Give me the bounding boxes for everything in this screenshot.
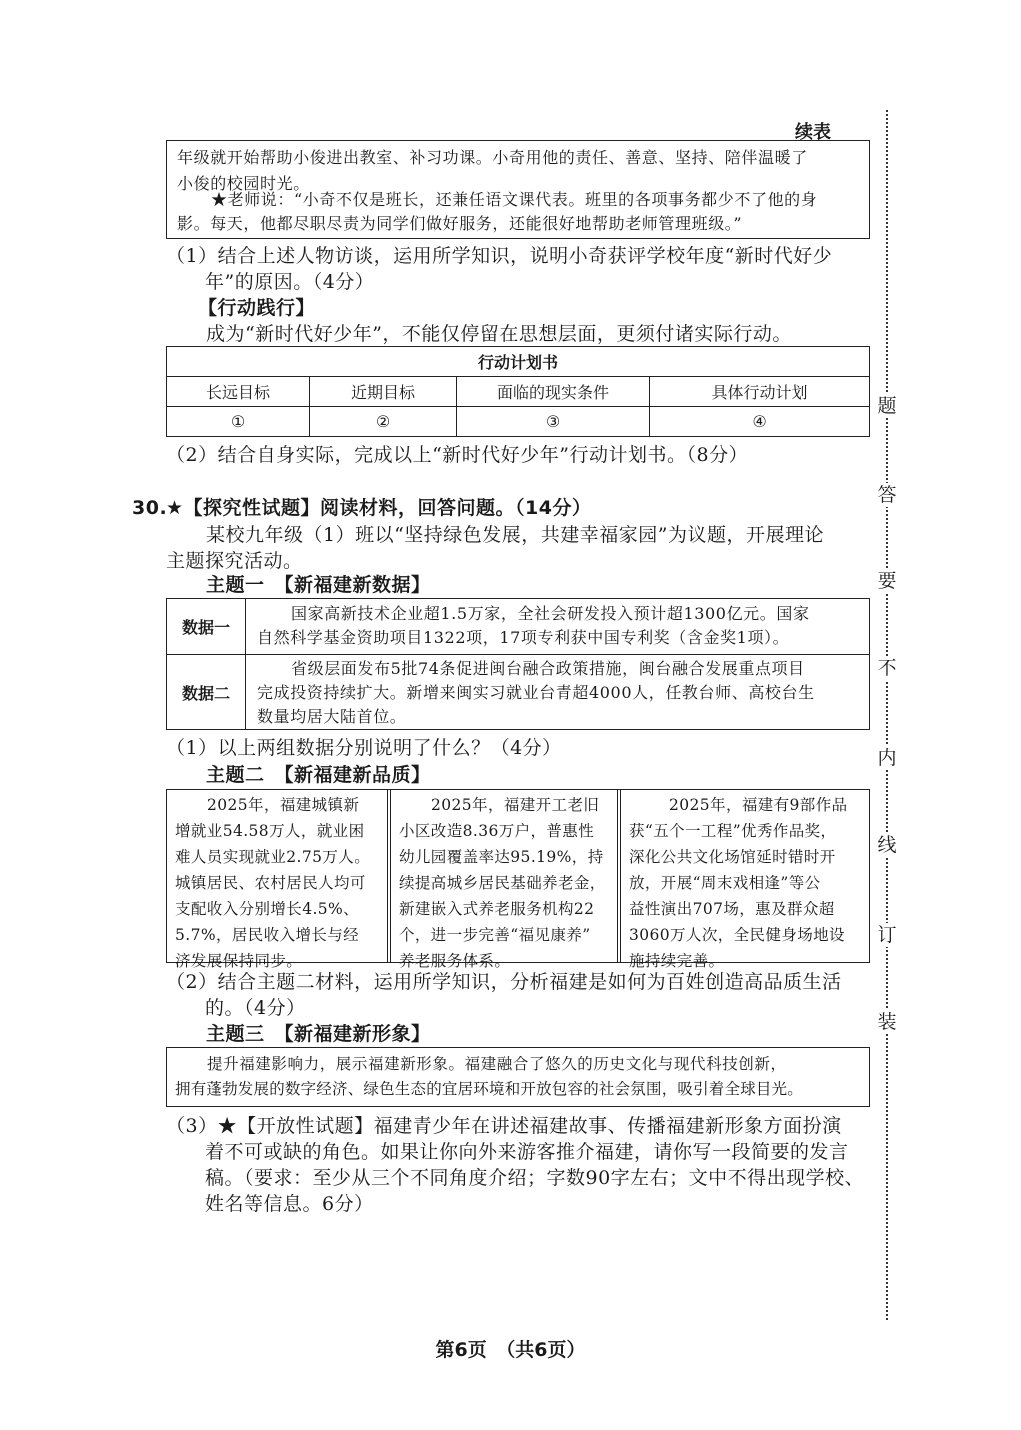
question-30-1: （1）以上两组数据分别说明了什么？（4分） [166, 737, 562, 759]
question-30-number: 30. [132, 497, 168, 519]
interview-box [166, 140, 870, 239]
column-line: 城镇居民、农村居民人均可 [175, 874, 366, 892]
column-line: 小区改造8.36万户，普惠性 [399, 822, 595, 840]
column-line: 2025年，福建开工老旧 [431, 796, 600, 814]
binding-char: 线 [877, 834, 897, 856]
binding-dotted-line [886, 110, 888, 1320]
action-intro: 成为“新时代好少年”，不能仅停留在思想层面，更须付诸实际行动。 [206, 323, 792, 345]
column-line: 养老服务体系。 [399, 952, 511, 970]
theme-3-heading: 主题三 【新福建新形象】 [206, 1023, 431, 1045]
binding-char: 内 [877, 747, 897, 769]
question-29-1: （1）结合上述人物访谈，运用所学知识，说明小奇获评学校年度“新时代好少 [166, 245, 833, 267]
plan-table-header: 具体行动计划 [650, 377, 870, 407]
column-line: 幼儿园覆盖率达95.19%，持 [399, 848, 604, 866]
action-heading: 【行动践行】 [198, 297, 316, 319]
column-line: 施持续完善。 [629, 952, 725, 970]
plan-table-cell[interactable]: ① [167, 407, 310, 437]
plan-table-cell[interactable]: ② [310, 407, 457, 437]
theme-2-column-culture [621, 789, 869, 970]
binding-char: 不 [877, 657, 897, 679]
continued-label: 续表 [795, 122, 831, 143]
question-30-2: （2）结合主题二材料，运用所学知识，分析福建是如何为百姓创造高品质生活 [166, 971, 842, 993]
plan-table-title: 行动计划书 [167, 347, 870, 377]
theme-3-text: 拥有蓬勃发展的数字经济、绿色生态的宜居环境和开放包容的社会氛围，吸引着全球目光。 [175, 1080, 804, 1098]
action-plan-table [166, 346, 870, 437]
column-line: 5.7%，居民收入增长与经 [175, 926, 360, 944]
binding-char: 题 [877, 395, 897, 417]
column-line: 2025年，福建有9部作品 [669, 796, 848, 814]
interview-line: 年级就开始帮助小俊进出教室、补习功课。小奇用他的责任、善意、坚持、陪伴温暖了 [177, 148, 808, 167]
binding-char: 答 [877, 484, 897, 506]
column-line: 2025年，福建城镇新 [207, 796, 360, 814]
data-row-label: 数据一 [181, 618, 230, 637]
data-row-text: 省级层面发布5批74条促进闽台融合政策措施，闽台融合发展重点项目 [291, 659, 805, 678]
question-30-intro: 某校九年级（1）班以“坚持绿色发展，共建幸福家园”为议题，开展理论 [206, 524, 825, 546]
column-line: 难人员实现就业2.75万人。 [175, 848, 371, 866]
question-29-2: （2）结合自身实际，完成以上“新时代好少年”行动计划书。（8分） [166, 444, 749, 466]
column-line: 支配收入分别增长4.5%、 [175, 900, 360, 918]
data-row-text: 自然科学基金资助项目1322项，17项专利获中国专利奖（含金奖1项）。 [257, 628, 790, 647]
column-line: 3060万人次，全民健身场地设 [629, 926, 845, 944]
question-30-3: 着不可或缺的角色。如果让你向外来游客推介福建，请你写一段简要的发言 [205, 1141, 849, 1163]
data-row-label: 数据二 [181, 684, 230, 703]
theme-1-heading: 主题一 【新福建新数据】 [206, 574, 431, 596]
data-row-text: 完成投资持续扩大。新增来闽实习就业台青超4000人，任教台师、高校台生 [257, 683, 815, 702]
column-line: 增就业54.58万人，就业困 [175, 822, 365, 840]
interview-line: 小俊的校园时光。 [177, 174, 310, 193]
column-line: 济发展保持同步。 [175, 952, 303, 970]
data-row-text: 国家高新技术企业超1.5万家，全社会研发投入预计超1300亿元。国家 [291, 604, 810, 623]
plan-table-cell[interactable]: ③ [457, 407, 650, 437]
theme-1-data-table [166, 598, 870, 730]
plan-table-header: 近期目标 [310, 377, 457, 407]
theme-2-heading: 主题二 【新福建新品质】 [206, 764, 431, 786]
column-line: 新建嵌入式养老服务机构22 [399, 900, 595, 918]
theme-3-material [166, 1047, 870, 1107]
question-29-1: 年”的原因。（4分） [205, 271, 375, 293]
column-line: 深化公共文化场馆延时错时开 [629, 848, 836, 866]
plan-table-cell[interactable]: ④ [650, 407, 870, 437]
question-30-3: 稿。（要求：至少从三个不同角度介绍；字数90字左右；文中不得出现学校、 [205, 1167, 865, 1189]
column-line: 续提高城乡居民基础养老金， [399, 874, 606, 892]
column-line: 益性演出707场，惠及群众超 [629, 900, 835, 918]
teacher-quote: ★老师说：“小奇不仅是班长，还兼任语文课代表。班里的各项事务都少不了他的身 [211, 190, 818, 209]
theme-2-column-employment [167, 789, 387, 970]
binding-char: 装 [877, 1011, 897, 1033]
binding-char: 要 [877, 570, 897, 592]
binding-char: 订 [877, 924, 897, 946]
question-30-3: （3）★【开放性试题】福建青少年在讲述福建故事、传播福建新形象方面扮演 [166, 1115, 842, 1137]
column-line: 个，进一步完善“福见康养” [399, 926, 591, 944]
theme-3-text: 提升福建影响力，展示福建新形象。福建融合了悠久的历史文化与现代科技创新， [207, 1055, 787, 1073]
teacher-quote: 影。每天，他都尽职尽责为同学们做好服务，还能很好地帮助老师管理班级。” [177, 214, 743, 233]
question-30-3: 姓名等信息。6分） [205, 1193, 374, 1215]
plan-table-header: 面临的现实条件 [457, 377, 650, 407]
question-30-title: ★【探究性试题】阅读材料，回答问题。（14分） [166, 497, 592, 519]
column-line: 获“五个一工程”优秀作品奖， [629, 822, 837, 840]
data-row-text: 数量均居大陆首位。 [257, 707, 407, 726]
page-footer: 第6页 （共6页） [435, 1339, 586, 1361]
column-line: 放，开展“周末戏相逢”等公 [629, 874, 821, 892]
question-30-2: 的。（4分） [205, 997, 306, 1019]
plan-table-header: 长远目标 [167, 377, 310, 407]
question-30-intro: 主题探究活动。 [166, 550, 303, 572]
theme-2-column-livelihood [391, 789, 617, 970]
